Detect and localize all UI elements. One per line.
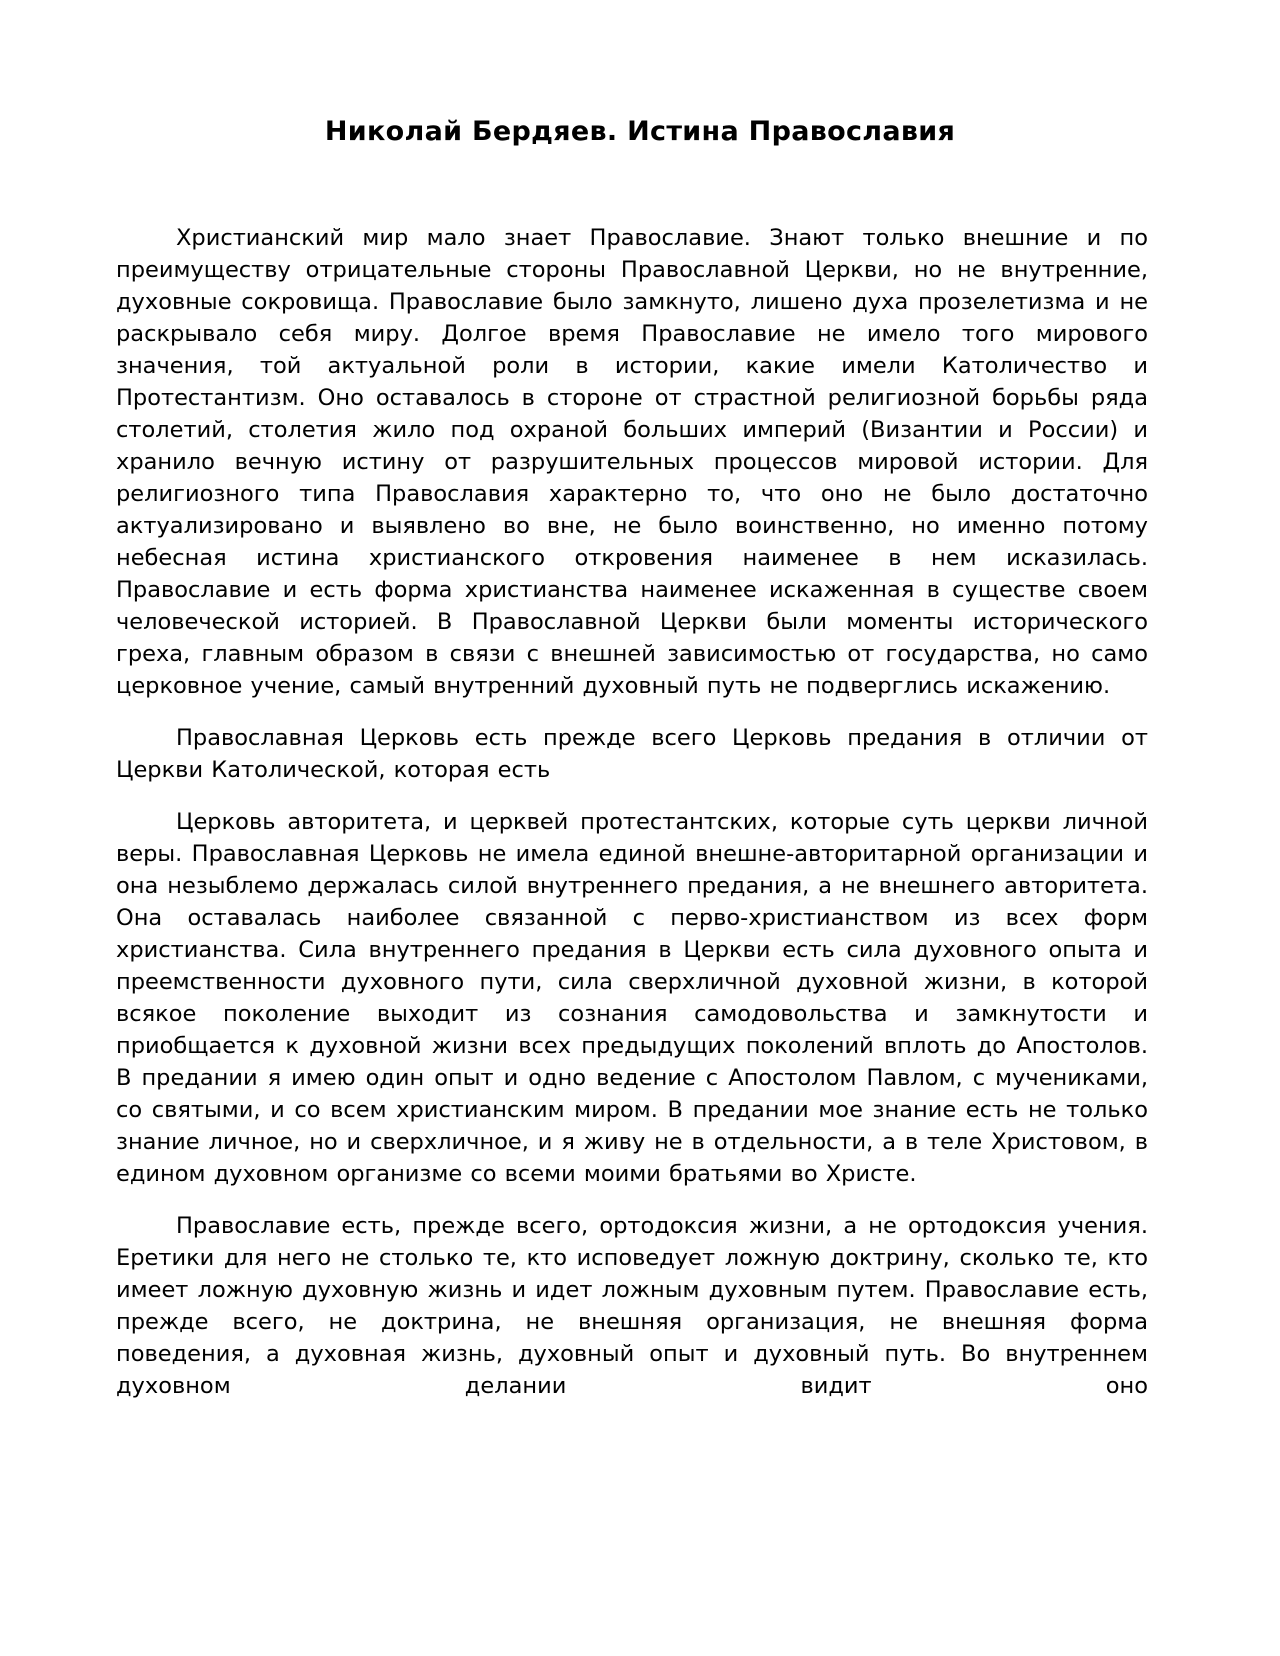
paragraph-4: Православие есть, прежде всего, ортодоксия жизни, а не ортодоксия учения. Еретики для него не столько те, кто исповедует ложную доктрину, сколько те, кто имеет ложную духовную жизнь и идет ложным духовным путем. Православие есть, прежде всего, не доктрина, не внешняя организация, не внешняя форма поведения, а духовная жизнь, духовный опыт и духовный путь. Во внутреннем духовном делании видит оно	[116, 1213, 1148, 1399]
paragraph-2: Православная Церковь есть прежде всего Церковь предания в отличии от Церкви Католической, которая есть	[116, 725, 1148, 783]
document-title: Николай Бердяев. Истина Православия	[324, 116, 956, 147]
document-body	[116, 222, 1148, 1402]
paragraph-1: Христианский мир мало знает Православие. Знают только внешние и по преимуществу отрицательные стороны Православной Церкви, но не внутренние, духовные сокровища. Православие было замкнуто, лишено духа прозелетизма и не раскрывало себя миру. Долгое время Православие не имело того мирового значения, той актуальной роли в истории, какие имели Католичество и Протестантизм. Оно оставалось в стороне от страстной религиозной борьбы ряда столетий, столетия жило под охраной больших империй (Византии и России) и хранило вечную истину от разрушительных процессов мировой истории. Для религиозного типа Православия характерно то, что оно не было достаточно актуализировано и выявлено во вне, не было воинственно, но именно потому небесная истина христианского откровения наименее в нем исказилась. Православие и есть форма христианства наименее искаженная в существе своем человеческой историей. В Православной Церкви были моменты исторического греха, главным образом в связи с внешней зависимостью от государства, но само церковное учение, самый внутренний духовный путь не подверглись искажению.	[116, 225, 1148, 699]
paragraph-3: Церковь авторитета, и церквей протестантских, которые суть церкви личной веры. Православная Церковь не имела единой внешне-авторитарной организации и она незыблемо держалась силой внутреннего предания, а не внешнего авторитета. Она оставалась наиболее связанной с перво-христианством из всех форм христианства. Сила внутреннего предания в Церкви есть сила духовного опыта и преемственности духовного пути, сила сверхличной духовной жизни, в которой всякое поколение выходит из сознания самодовольства и замкнутости и приобщается к духовной жизни всех предыдущих поколений вплоть до Апостолов. В предании я имею один опыт и одно ведение с Апостолом Павлом, с мучениками, со святыми, и со всем христианским миром. В предании мое знание есть не только знание личное, но и сверхличное, и я живу не в отдельности, а в теле Христовом, в едином духовном организме со всеми моими братьями во Христе.	[116, 809, 1148, 1187]
